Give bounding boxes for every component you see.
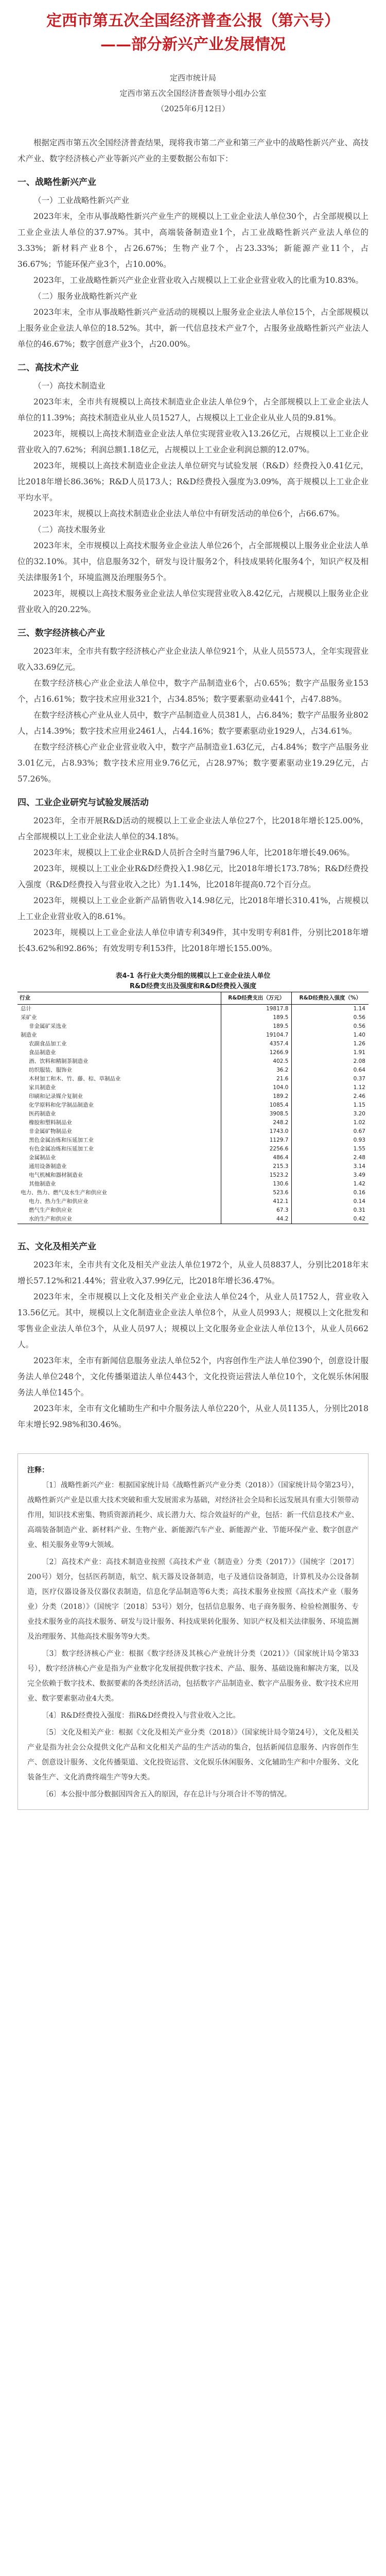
row-industry: 黑色金属冶炼和压延加工业: [29, 1137, 94, 1143]
row-industry: 木材加工和木、竹、藤、棕、草制品业: [29, 1076, 121, 1082]
bulletin-title: 定西市第五次全国经济普查公报（第六号）: [46, 12, 340, 30]
row-rd-intensity: 1.12: [292, 1083, 369, 1092]
row-rd-intensity: 1.91: [292, 1048, 369, 1057]
row-rd-intensity: 2.08: [292, 1057, 369, 1066]
row-rd-expenditure: 1523.2: [221, 1171, 292, 1180]
row-industry: 其他制造业: [29, 1181, 56, 1187]
table-row: [17, 1180, 369, 1189]
issue-date: （2025年6月12日）: [156, 104, 230, 113]
table-row: [17, 1013, 369, 1022]
table-row: [17, 1197, 369, 1206]
row-rd-intensity: 0.56: [292, 1022, 369, 1031]
row-rd-expenditure: 248.2: [221, 1118, 292, 1127]
row-rd-intensity: 0.14: [292, 1197, 369, 1206]
row-rd-intensity: 1.15: [292, 1101, 369, 1110]
row-rd-expenditure: 1743.0: [221, 1127, 292, 1136]
row-rd-intensity: 1.40: [292, 1031, 369, 1040]
notes-heading: 注释：: [27, 1466, 49, 1475]
row-rd-expenditure: 486.4: [221, 1154, 292, 1162]
issuer-2: 定西市第五次全国经济普查领导小组办公室: [119, 89, 267, 98]
row-industry: 采矿业: [21, 1014, 37, 1021]
table-header-rd-expenditure: R&D经费支出（万元）: [221, 992, 292, 1005]
issuer-1: 定西市统计局: [169, 73, 216, 82]
row-rd-expenditure: 523.6: [221, 1189, 292, 1197]
row-industry: 化学原料和化学制品制造业: [29, 1102, 94, 1108]
paragraph: 2023年末，全市有文化辅助生产和中介服务法人单位220个，从业人员1135人，分别比2018年末增长92.98%和30.46%。: [17, 1404, 369, 1429]
row-rd-expenditure: 44.2: [221, 1215, 292, 1224]
table-row: [17, 1215, 369, 1224]
table-body: [17, 1005, 369, 1224]
table-row: [17, 1005, 369, 1014]
row-industry: 通用设备制造业: [29, 1163, 67, 1170]
row-industry: 非金属矿采选业: [29, 1023, 67, 1029]
row-industry: 金属制品业: [29, 1155, 56, 1161]
section-heading-2: 二、高技术产业: [17, 363, 79, 373]
paragraph: 2023年末，全市规模以上高技术服务业企业法人单位26个，占全部规模以上服务业企业法人单位的32.10%。其中，信息服务32个，研发与设计服务2个，科技成果转化服务4个，知识产权及相关法律服务1个，环境监测及治理服务5个。: [17, 541, 369, 582]
row-rd-expenditure: 189.5: [221, 1022, 292, 1031]
row-industry: 电力、热力生产和供应业: [29, 1198, 89, 1205]
paragraph: 2023年末，规模以上工业企业R&D人员折合全时当量796人年，比2018年增长49.06%。: [33, 848, 355, 857]
paragraph: 在数字经济核心产业企业法人单位中，数字产品制造业6个，占0.65%；数字产品服务业153个，占16.61%；数字技术应用业321个，占34.85%；数字要素驱动业441个，占47.88%。: [17, 679, 369, 704]
paragraph: 2023年末，全市共有文化及相关产业法人单位1972个，从业人员8837人，分别比2018年末增长57.12%和21.44%；营业收入37.99亿元，比2018年增长36.47%。: [17, 1260, 369, 1285]
paragraph: 2023年末，全市共有数字经济核心产业企业法人单位921个，从业人员5573人，全年实现营业收入33.69亿元。: [17, 647, 369, 672]
table-row: [17, 1118, 369, 1127]
table-header-industry: 行业: [17, 992, 221, 1005]
row-rd-intensity: 1.14: [292, 1005, 369, 1014]
table-row: [17, 1022, 369, 1031]
row-industry: 纺织服装、服饰业: [29, 1067, 72, 1073]
paragraph: 2023年，规模以上工业企业法人单位申请专利349件，其中发明专利81件，分别比2018年增长43.62%和92.86%；有效发明专利153件，比2018年增长155.00%。: [17, 928, 369, 953]
table-row: [17, 1127, 369, 1136]
section-heading-4: 四、工业企业研究与试验发展活动: [17, 798, 149, 808]
note: 〔5〕文化及相关产业：根据《文化及相关产业分类（2018）》（国家统计局令第24号），文化及相关产业是指为社会公众提供文化产品和文化相关产品的生产活动的集合，包括新闻信息服务、内容创作生产、创意设计服务、文化传播渠道、文化投资运营、文化娱乐休闲服务、文化辅助生产和中介服务、文化装备生产、文化消费终端生产等9大类。: [27, 1728, 359, 1782]
row-rd-intensity: 1.42: [292, 1180, 369, 1189]
subsection-heading: （一）工业战略性新兴产业: [33, 196, 130, 205]
row-rd-intensity: 0.37: [292, 1075, 369, 1083]
table-row: [17, 1092, 369, 1101]
table-row: [17, 1154, 369, 1162]
row-industry: 总计: [21, 1006, 31, 1012]
paragraph: 2023年末，全市从事战略性新兴产业活动的规模以上服务业企业法人单位15个，占全部规模以上服务业企业法人单位的18.52%。其中，新一代信息技术产业7个，占服务业战略性新兴产业法人单位的46.67%；数字创意产业3个，占20.00%。: [17, 308, 369, 349]
row-rd-expenditure: 412.1: [221, 1197, 292, 1206]
row-rd-expenditure: 67.3: [221, 1206, 292, 1215]
table-row: [17, 1031, 369, 1040]
row-rd-intensity: 3.20: [292, 1110, 369, 1118]
row-industry: 医药制造业: [29, 1111, 56, 1117]
paragraph: 2023年，规模以上工业企业新产品销售收入14.98亿元，比2018年增长310.41%，占规模以上工业企业营业收入的8.61%。: [17, 896, 369, 921]
paragraph: 2023年末，全市规模以上文化及相关产业企业法人单位24个，从业人员1752人，营业收入13.56亿元。其中，规模以上文化制造业企业法人单位8个，从业人员993人；规模以上文化批发和零售业企业法人单位3个，从业人员97人；规模以上文化服务业企业法人单位13个，从业人员662人。: [17, 1292, 369, 1349]
paragraph: 2023年，规模以上工业企业R&D经费投入1.98亿元，比2018年增长173.78%；R&D经费投入强度（R&D经费投入与营业收入之比）为1.14%，比2018年提高0.72个百分点。: [17, 864, 369, 889]
row-rd-intensity: 3.49: [292, 1171, 369, 1180]
notes-box: [17, 1453, 369, 1810]
row-rd-expenditure: 130.6: [221, 1180, 292, 1189]
paragraph: 2023年末，全市从事战略性新兴产业生产的规模以上工业企业法人单位30个，占全部规模以上工业企业法人单位的37.97%。其中，高端装备制造业1个，占工业战略性新兴产业法人单位的3.33%；新材料产业8个，占26.67%；生物产业7个，占23.33%；新能源产业11个，占36.67%；节能环保产业3个，占10.00%。: [17, 212, 369, 269]
row-rd-intensity: 0.42: [292, 1215, 369, 1224]
row-industry: 水的生产和供应业: [17, 1215, 221, 1224]
row-industry: 橡胶和塑料制品业: [29, 1120, 72, 1126]
section-heading-5: 五、文化及相关产业: [17, 1242, 96, 1252]
row-rd-expenditure: 1129.7: [221, 1136, 292, 1145]
rd-table-block: [17, 971, 369, 1224]
table-row: [17, 1206, 369, 1215]
paragraph: 2023年末，全市有新闻信息服务业法人单位52个，内容创作生产法人单位390个，创意设计服务法人单位248个，文化传播渠道法人单位443个，文化投资运营法人单位10个，文化娱乐休闲服务法人单位145个。: [17, 1356, 369, 1397]
row-rd-intensity: 0.64: [292, 1066, 369, 1075]
table-row: [17, 1083, 369, 1092]
table-row: [17, 1145, 369, 1154]
row-industry: 电力、热力、燃气及水生产和供应业: [21, 1190, 107, 1196]
table-row: [17, 1040, 369, 1048]
row-industry: 非金属矿物制品业: [29, 1128, 72, 1134]
row-industry: 家具制造业: [29, 1084, 56, 1091]
note: 〔1〕战略性新兴产业：根据国家统计局《战略性新兴产业分类（2018）》（国家统计局令第23号），战略性新兴产业是以重大技术突破和重大发展需求为基础，对经济社会全局和长远发展具有重大引领带动作用，知识技术密集、物质资源消耗少、成长潜力大、综合效益好的产业，包括：新一代信息技术产业、高端装备制造产业、新材料产业、生物产业、新能源汽车产业、新能源产业、节能环保产业、数字创意产业、相关服务业等9大领域。: [27, 1481, 359, 1549]
table-row: [17, 1101, 369, 1110]
table-row: [17, 1057, 369, 1066]
paragraph: 2023年末，全市共有规模以上高技术制造业企业法人单位9个，占全部规模以上工业企业法人单位的11.39%；高技术制造业从业人员1527人，占规模以上工业企业从业人员的9.81%。: [17, 397, 369, 422]
row-rd-intensity: 1.02: [292, 1118, 369, 1127]
subsection-heading: （一）高技术制造业: [33, 381, 106, 391]
paragraph: 2023年，规模以上高技术制造业企业法人单位实现营业收入13.26亿元，占规模以上工业企业营业收入的7.62%；利润总额1.18亿元，占规模以上工业企业利润总额的12.07%。: [17, 429, 369, 454]
table-caption-2: R&D经费支出及强度和R&D经费投入强度: [129, 982, 257, 990]
table-header-rd-intensity: R&D经费投入强度（%）: [292, 992, 369, 1005]
row-industry: 印刷和记录媒介复制业: [29, 1093, 83, 1099]
paragraph: 2023年，工业战略性新兴产业企业营业收入占规模以上工业企业营业收入的比重为10.83%。: [33, 276, 364, 285]
table-row: [17, 1171, 369, 1180]
row-industry: 电气机械和器材制造业: [29, 1172, 83, 1178]
paragraph: 2023年，全市开展R&D活动的规模以上工业企业法人单位27个，比2018年增长125.00%，占全部规模以上工业企业法人单位的34.18%。: [17, 816, 369, 841]
row-rd-intensity: 0.56: [292, 1013, 369, 1022]
row-rd-intensity: 1.26: [292, 1040, 369, 1048]
paragraph: 2023年，规模以上高技术服务业企业法人单位实现营业收入8.42亿元，占规模以上服务业企业营业收入的20.22%。: [17, 589, 369, 614]
subsection-heading: （二）高技术服务业: [33, 525, 106, 534]
row-rd-intensity: 0.31: [292, 1206, 369, 1215]
row-rd-expenditure: 402.5: [221, 1057, 292, 1066]
table-row: [17, 1189, 369, 1197]
row-rd-expenditure: 36.2: [221, 1066, 292, 1075]
subsection-heading: （二）服务业战略性新兴产业: [33, 292, 137, 301]
row-rd-intensity: 0.16: [292, 1189, 369, 1197]
note: 〔4〕R&D经费投入强度：指R&D经费投入与营业收入之比。: [42, 1711, 240, 1720]
row-rd-expenditure: 189.2: [221, 1092, 292, 1101]
row-rd-intensity: 2.48: [292, 1154, 369, 1162]
row-rd-expenditure: 2256.6: [221, 1145, 292, 1154]
row-rd-expenditure: 1085.4: [221, 1101, 292, 1110]
row-rd-expenditure: 19817.8: [221, 1005, 292, 1014]
row-rd-intensity: 0.93: [292, 1136, 369, 1145]
note: 〔6〕本公报中部分数据因四舍五入的原因，存在总计与分项合计不等的情况。: [42, 1790, 291, 1799]
row-rd-expenditure: 104.0: [221, 1083, 292, 1092]
row-rd-intensity: 2.46: [292, 1092, 369, 1101]
row-industry: 燃气生产和供应业: [29, 1207, 72, 1213]
intro-paragraph: 根据定西市第五次全国经济普查结果，现将我市第二产业和第三产业中的战略性新兴产业、高技术产业、数字经济核心产业等新兴产业的主要数据公布如下：: [17, 138, 369, 163]
rd-table: [17, 992, 369, 1224]
table-row: [17, 1066, 369, 1075]
table-row: [17, 1048, 369, 1057]
table-row: [17, 1162, 369, 1171]
row-rd-expenditure: 21.6: [221, 1075, 292, 1083]
row-rd-intensity: 0.67: [292, 1127, 369, 1136]
row-rd-expenditure: 1266.9: [221, 1048, 292, 1057]
row-rd-expenditure: 4357.4: [221, 1040, 292, 1048]
row-rd-expenditure: 3908.5: [221, 1110, 292, 1118]
row-industry: 制造业: [21, 1032, 37, 1038]
row-rd-intensity: 3.14: [292, 1162, 369, 1171]
table-caption: 表4-1 各行业大类分组的规模以上工业企业法人单位: [115, 972, 271, 980]
bulletin-subtitle: ——部分新兴产业发展情况: [100, 36, 286, 54]
section-heading-1: 一、战略性新兴产业: [17, 177, 96, 188]
paragraph: 在数字经济核心产业从业人员中，数字产品制造业人员381人，占6.84%；数字产品服务业802人，占14.39%；数字技术应用业2461人，占44.16%；数字要素驱动业1929人，占34.61%。: [17, 710, 369, 736]
paragraph: 2023年，规模以上高技术制造业企业法人单位研究与试验发展（R&D）经费投入0.41亿元，比2018年增长86.36%；R&D人员173人；R&D经费投入强度为3.09%，高于规模以上工业企业平均水平。: [17, 461, 369, 502]
row-industry: 食品制造业: [29, 1049, 56, 1056]
table-row: [17, 1075, 369, 1083]
row-industry: 农副食品加工业: [29, 1041, 67, 1047]
row-rd-expenditure: 19104.7: [221, 1031, 292, 1040]
table-row: [17, 1136, 369, 1145]
note: 〔3〕数字经济核心产业：根据《数字经济及其核心产业统计分类（2021）》（国家统计局令第33号），数字经济核心产业是指为产业数字化发展提供数字技术、产品、服务、基础设施和解决方案，以及完全依赖于数字技术、数据要素的各类经济活动，包括数字产品制造业、数字产品服务业、数字技术应用业、数字要素驱动业4大类。: [27, 1650, 359, 1703]
row-industry: 酒、饮料和精制茶制造业: [29, 1058, 89, 1064]
paragraph: 在数字经济核心产业企业营业收入中，数字产品制造业1.63亿元，占4.84%；数字产品服务业3.01亿元，占8.93%；数字技术应用业9.76亿元，占28.97%；数字要素驱动业19.29亿元，占57.26%。: [17, 742, 369, 784]
row-rd-expenditure: 215.3: [221, 1162, 292, 1171]
paragraph: 2023年末，规模以上高技术制造业企业法人单位中有研发活动的单位6个，占66.67%。: [33, 509, 345, 518]
note: 〔2〕高技术产业：高技术制造业按照《高技术产业（制造业）分类（2017）》（国统字〔2017〕200号）划分，包括医药制造，航空、航天器及设备制造，电子及通信设备制造，计算机及办公设备制造，医疗仪器设备及仪器仪表制造，信息化学品制造等6大类；高技术服务业按照《高技术产业（服务业）分类（2018）》（国统字〔2018〕53号）划分，包括信息服务、电子商务服务、检验检测服务、专业技术服务业的高技术服务、研发与设计服务、科技成果转化服务、知识产权及相关法律服务、环境监测及治理服务、其他高技术服务等9大类。: [27, 1558, 359, 1641]
row-rd-intensity: 1.55: [292, 1145, 369, 1154]
row-industry: 有色金属冶炼和压延加工业: [29, 1146, 94, 1152]
row-rd-expenditure: 189.5: [221, 1013, 292, 1022]
section-heading-3: 三、数字经济核心产业: [17, 628, 105, 638]
table-row: [17, 1110, 369, 1118]
